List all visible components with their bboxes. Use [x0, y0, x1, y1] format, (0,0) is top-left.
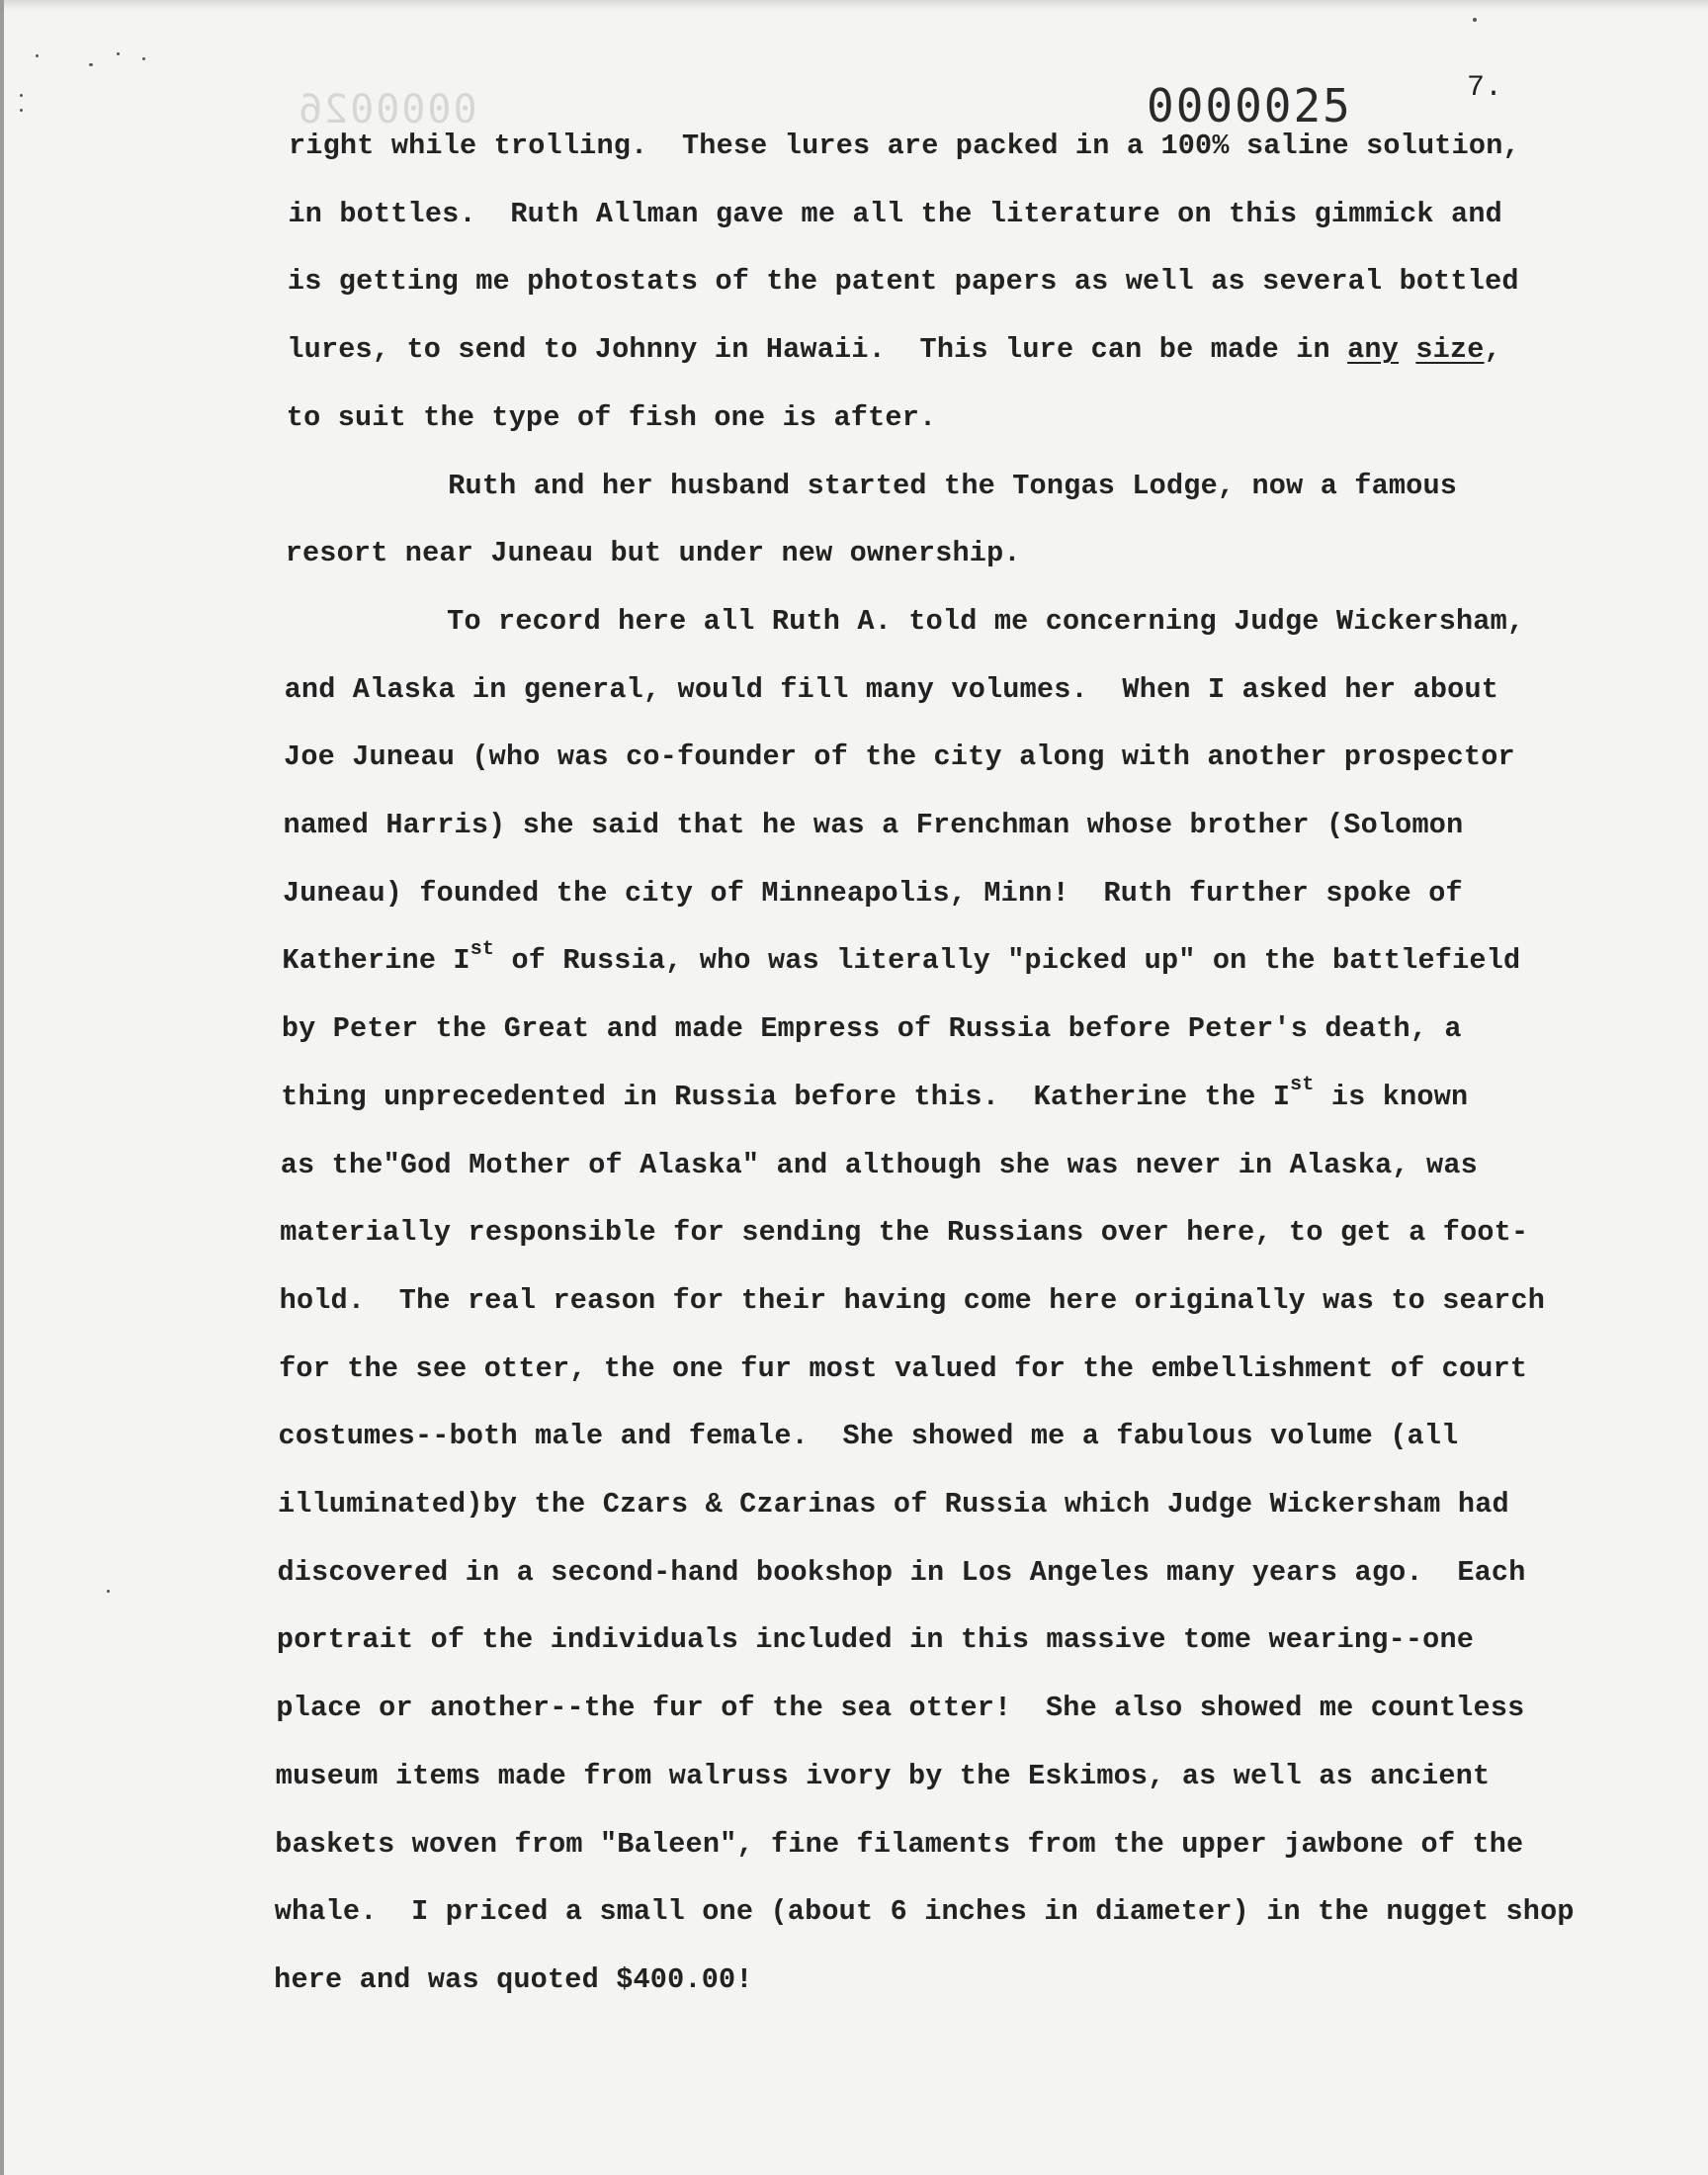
text-segment: and Alaska in general, would fill many volumes. When I asked her about	[284, 672, 1499, 706]
text-line	[285, 673, 1499, 706]
scan-top-edge	[0, 0, 1708, 10]
text-line	[288, 265, 1519, 298]
text-segment: of Russia, who was literally "picked up" on the battlefield	[494, 944, 1521, 978]
text-segment: right while trolling. These lures are packed in a 100% saline solution,	[289, 130, 1520, 162]
text-line	[281, 1074, 1469, 1113]
text-segment: by Peter the Great and made Empress of Russia before Peter's death, a	[281, 1012, 1462, 1046]
text-line	[288, 198, 1502, 230]
text-line	[274, 1963, 752, 1996]
text-line	[282, 937, 1521, 978]
superscript: st	[1290, 1074, 1315, 1097]
text-line	[275, 1828, 1523, 1861]
scan-speck	[36, 54, 39, 57]
text-line	[279, 1420, 1459, 1452]
scan-speck	[89, 63, 93, 66]
text-segment: costumes--both male and female. She showed me a fabulous volume (all	[278, 1420, 1459, 1453]
scan-speck	[1473, 18, 1477, 22]
text-line	[280, 1216, 1528, 1249]
text-line	[276, 1760, 1491, 1792]
text-segment: to suit the type of fish one is after.	[286, 400, 937, 434]
text-line	[279, 1352, 1527, 1385]
text-segment: materially responsible for sending the Russians over here, to get a foot-	[280, 1216, 1529, 1250]
scan-speck	[107, 1590, 110, 1593]
text-segment	[1399, 333, 1415, 366]
text-segment: Joe Juneau (who was co-founder of the city along with another prospector	[284, 740, 1515, 774]
text-line	[284, 740, 1515, 773]
text-line	[447, 605, 1524, 638]
text-segment: is known	[1314, 1080, 1469, 1113]
text-segment: portrait of the individuals included in this massive tome wearing--one	[276, 1623, 1475, 1657]
text-segment: in bottles. Ruth Allman gave me all the literature on this gimmick and	[288, 197, 1502, 230]
text-segment: here and was quoted $400.00!	[274, 1962, 753, 1996]
text-segment: as the"God Mother of Alaska" and although she was never in Alaska, was	[280, 1148, 1478, 1181]
text-segment: is getting me photostats of the patent papers as well as several bottled	[287, 265, 1519, 299]
text-line	[276, 1692, 1524, 1724]
underlined-text: size	[1415, 333, 1485, 367]
text-line	[286, 537, 1021, 569]
text-line	[448, 470, 1457, 502]
text-line	[281, 1149, 1478, 1181]
text-segment: lures, to send to Johnny in Hawaii. This lure can be made in	[287, 333, 1348, 367]
scan-speck	[117, 52, 120, 55]
text-line	[289, 130, 1520, 162]
text-line	[280, 1284, 1545, 1317]
text-segment: discovered in a second-hand bookshop in Los Angeles many years ago. Each	[277, 1555, 1526, 1589]
text-segment: ,	[1484, 333, 1501, 367]
scan-speck	[20, 94, 23, 97]
text-segment: Katherine I	[282, 944, 470, 978]
underlined-text: any	[1347, 333, 1400, 367]
text-line	[287, 401, 937, 434]
text-segment: named Harris) she said that he was a Frenchman whose brother (Solomon	[283, 809, 1464, 841]
bleed-through-stamp: 0000026	[297, 87, 477, 132]
text-line	[275, 1895, 1575, 1928]
text-segment: resort near Juneau but under new ownership.	[285, 537, 1021, 570]
text-line	[284, 809, 1464, 841]
document-number-stamp: 0000025	[1147, 79, 1352, 132]
text-segment: museum items made from walruss ivory by the Eskimos, as well as ancient	[275, 1759, 1491, 1792]
text-segment: hold. The real reason for their having come here originally was to search	[279, 1283, 1546, 1317]
text-segment: for the see otter, the one fur most valued for the embellishment of court	[279, 1351, 1528, 1385]
text-segment: baskets woven from "Baleen", fine filaments from the upper jawbone of the	[275, 1827, 1524, 1861]
text-segment: place or another--the fur of the sea otter! She also showed me countless	[276, 1692, 1525, 1725]
text-line	[278, 1488, 1509, 1521]
scan-speck	[142, 57, 145, 60]
text-line	[282, 1012, 1462, 1045]
text-line	[287, 333, 1501, 366]
text-line	[277, 1556, 1525, 1589]
text-segment: thing unprecedented in Russia before this. Katherine the I	[281, 1080, 1291, 1113]
page-number: 7.	[1467, 71, 1503, 105]
scan-left-edge	[0, 0, 4, 2175]
text-segment: whale. I priced a small one (about 6 inches in diameter) in the nugget shop	[274, 1895, 1575, 1929]
text-segment: To record here all Ruth A. told me concerning Judge Wickersham,	[447, 604, 1525, 638]
text-line	[283, 877, 1463, 910]
text-segment: Juneau) founded the city of Minneapolis, Minn! Ruth further spoke of	[282, 876, 1463, 910]
text-segment: illuminated)by the Czars & Czarinas of Russia which Judge Wickersham had	[278, 1488, 1509, 1521]
text-segment: Ruth and her husband started the Tongas Lodge, now a famous	[448, 469, 1458, 502]
superscript: st	[470, 937, 495, 961]
scan-speck	[20, 109, 23, 112]
text-line	[277, 1623, 1474, 1656]
